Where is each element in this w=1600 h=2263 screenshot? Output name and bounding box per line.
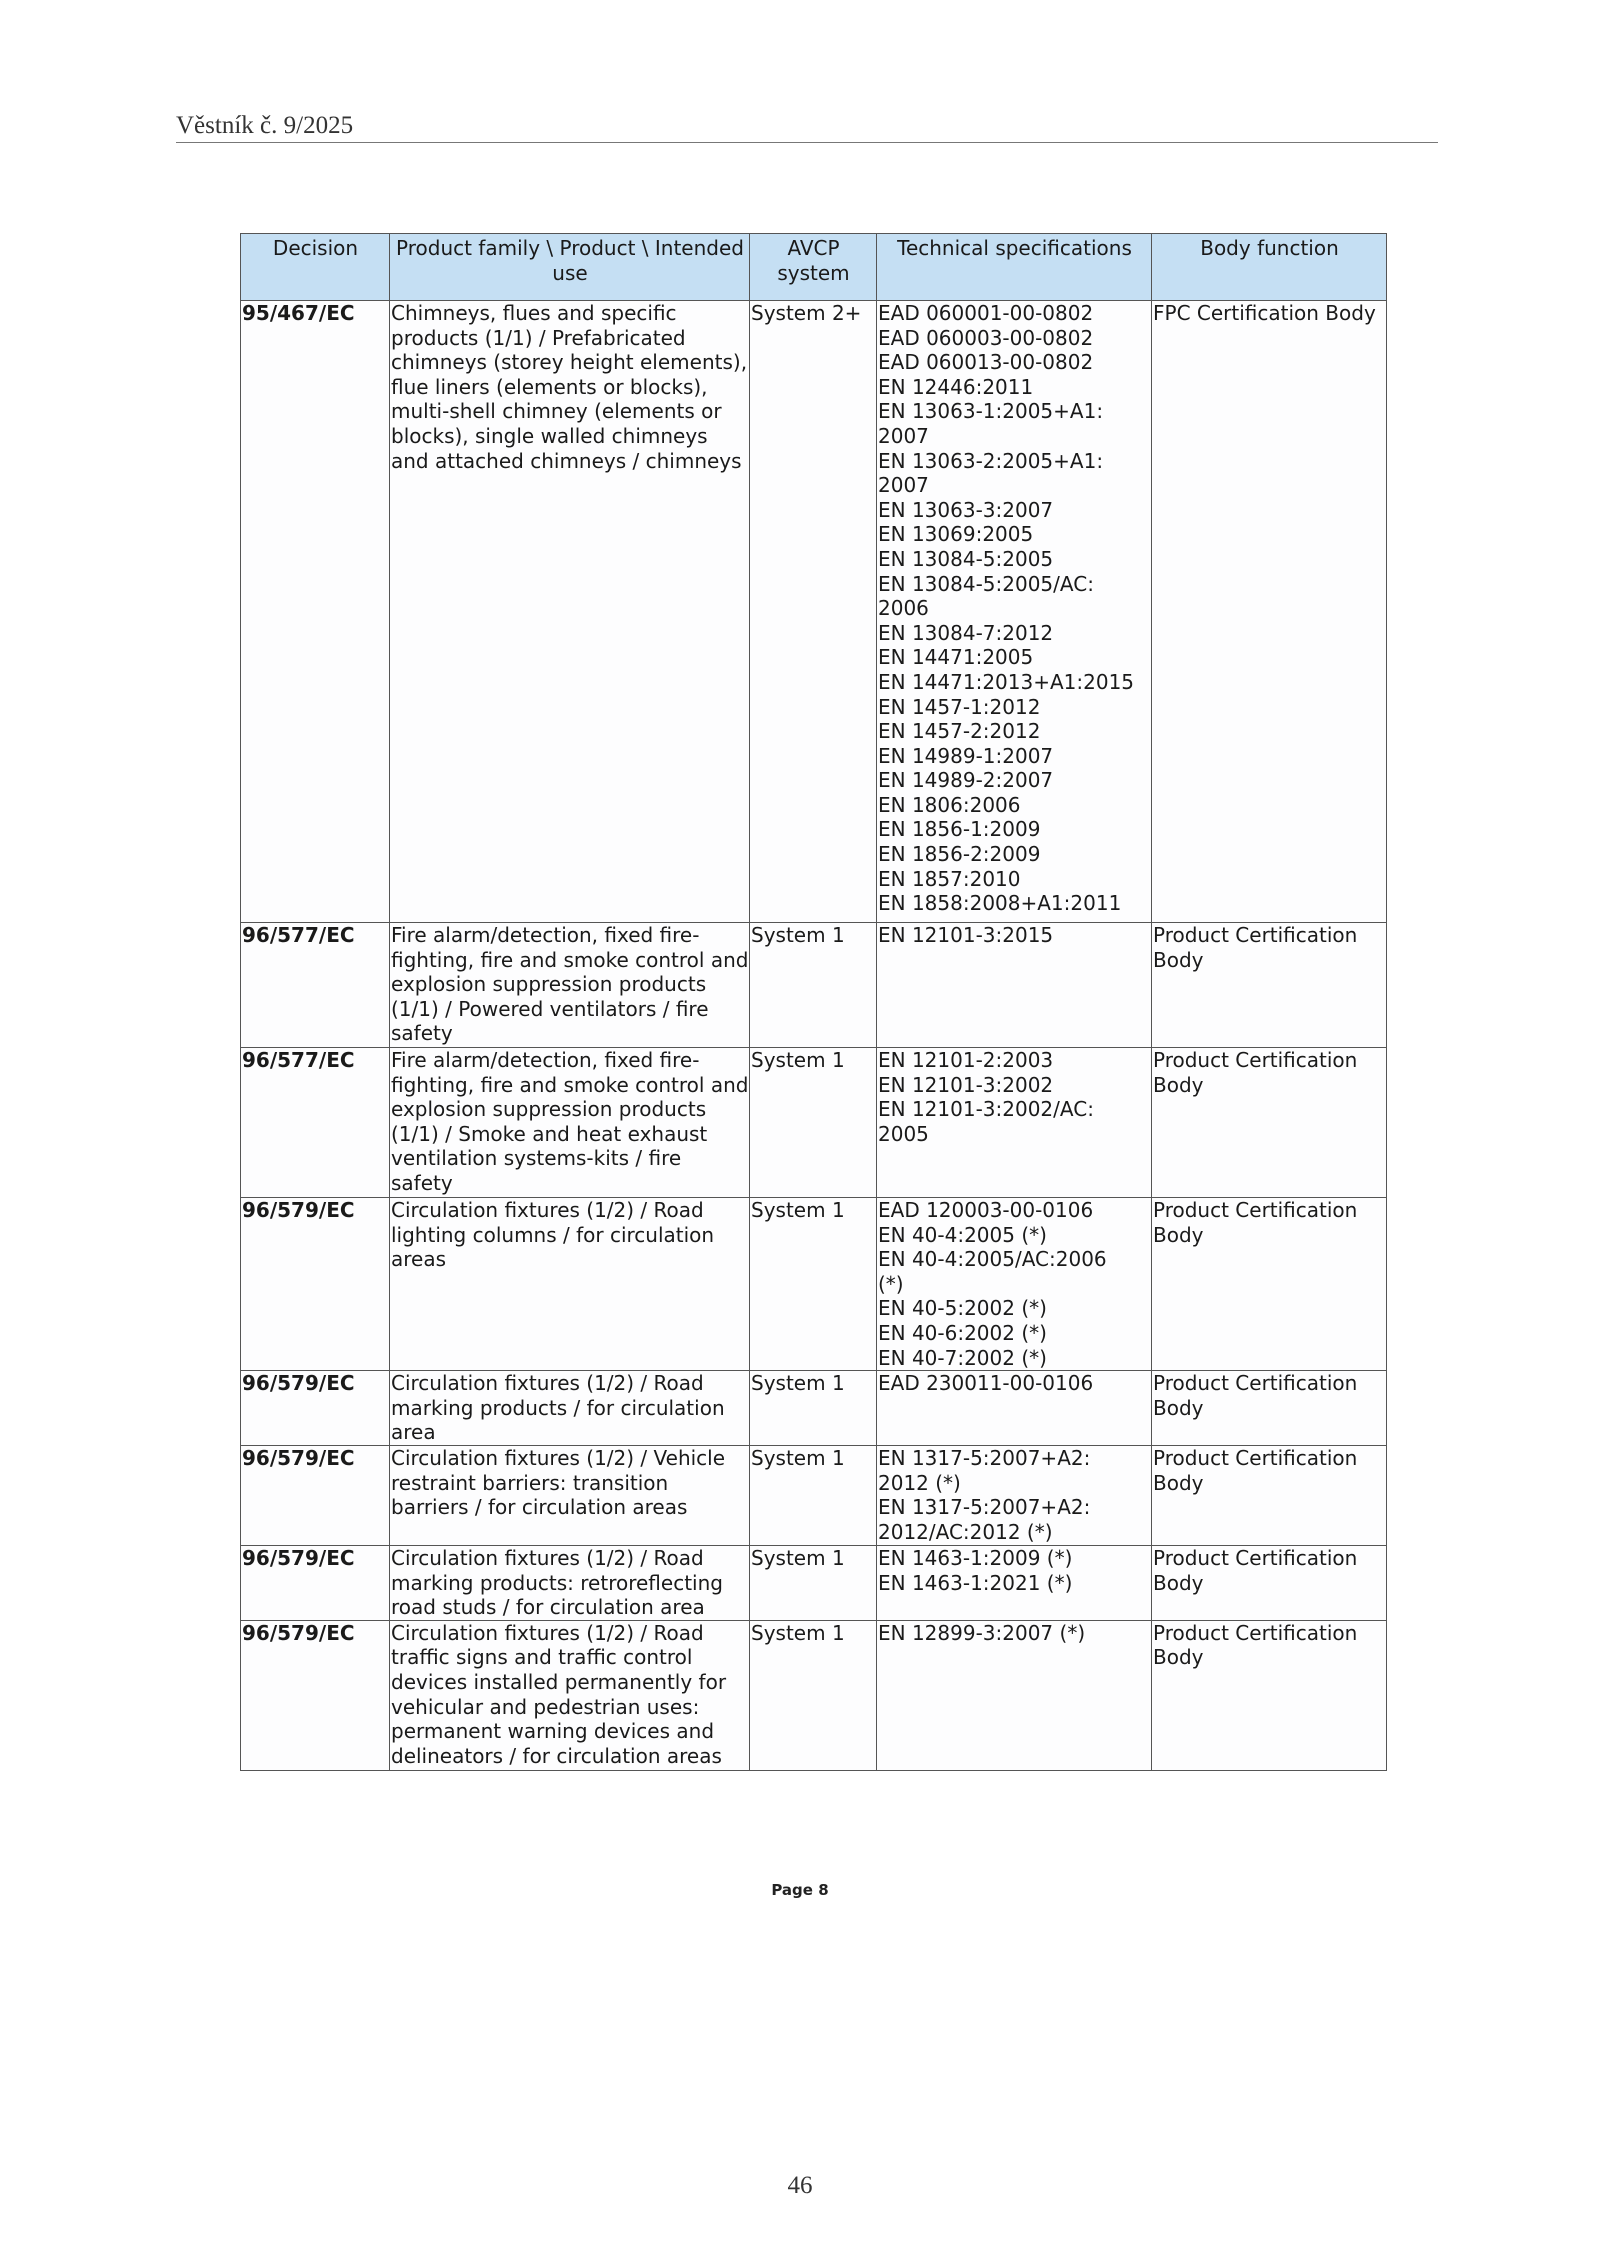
table-row (241, 1445, 1387, 1545)
page-label: Page 8 (771, 1881, 829, 1899)
decision-cell: 96/579/EC (241, 1198, 390, 1371)
decision-cell: 96/577/EC (241, 923, 390, 1048)
avcp-cell: System 1 (750, 1445, 877, 1545)
avcp-cell: System 2+ (750, 301, 877, 923)
product-cell: Circulation fixtures (1/2) / Road marking products / for circulation area (390, 1371, 750, 1446)
decision-cell: 96/577/EC (241, 1048, 390, 1198)
page-number: 46 (787, 2172, 813, 2199)
product-cell: Circulation fixtures (1/2) / Road marking products: retroreflecting road studs / for circulation area (390, 1545, 750, 1620)
body-function-cell: Product Certification Body (1152, 1620, 1387, 1770)
specifications-cell: EN 1317-5:2007+A2: 2012 (*) EN 1317-5:2007+A2: 2012/AC:2012 (*) (877, 1445, 1152, 1545)
product-cell: Circulation fixtures (1/2) / Road traffic signs and traffic control devices installed permanently for vehicular and pedestrian uses: permanent warning devices and delineators / for circulation areas (390, 1620, 750, 1770)
specifications-cell: EN 12101-3:2015 (877, 923, 1152, 1048)
column-header-body-function: Body function (1152, 234, 1387, 301)
avcp-cell: System 1 (750, 923, 877, 1048)
column-header-decision: Decision (241, 234, 390, 301)
avcp-cell: System 1 (750, 1048, 877, 1198)
product-cell: Chimneys, flues and specific products (1/1) / Prefabricated chimneys (storey height elements), flue liners (elements or blocks), multi-shell chimney (elements or blocks), single walled chimneys and attached chimneys / chimneys (390, 301, 750, 923)
table-row (241, 1545, 1387, 1620)
specifications-cell: EN 12101-2:2003 EN 12101-3:2002 EN 12101-3:2002/AC: 2005 (877, 1048, 1152, 1198)
specifications-cell: EN 12899-3:2007 (*) (877, 1620, 1152, 1770)
decision-cell: 96/579/EC (241, 1445, 390, 1545)
specifications-cell: EAD 060001-00-0802 EAD 060003-00-0802 EAD 060013-00-0802 EN 12446:2011 EN 13063-1:2005+A1: 2007 EN 13063-2:2005+A1: 2007 EN 13063-3:2007 EN 13069:2005 EN 13084-5:2005 EN 13084-5:2005/AC: 2006 EN 13084-7:2012 EN 14471:2005 EN 14471:2013+A1:2015 EN 1457-1:2012 EN 1457-2:2012 EN 14989-1:2007 EN 14989-2:2007 EN 1806:2006 EN 1856-1:2009 EN 1856-2:2009 EN 1857:2010 EN 1858:2008+A1:2011 (877, 301, 1152, 923)
decision-cell: 95/467/EC (241, 301, 390, 923)
table-header-row (241, 234, 1387, 301)
product-cell: Fire alarm/detection, fixed fire-fighting, fire and smoke control and explosion suppression products (1/1) / Powered ventilators / fire safety (390, 923, 750, 1048)
table-row (241, 1048, 1387, 1198)
specifications-cell: EAD 230011-00-0106 (877, 1371, 1152, 1446)
avcp-cell: System 1 (750, 1371, 877, 1446)
avcp-cell: System 1 (750, 1545, 877, 1620)
product-cell: Circulation fixtures (1/2) / Vehicle restraint barriers: transition barriers / for circulation areas (390, 1445, 750, 1545)
specifications-cell: EAD 120003-00-0106 EN 40-4:2005 (*) EN 40-4:2005/AC:2006 (*) EN 40-5:2002 (*) EN 40-6:2002 (*) EN 40-7:2002 (*) (877, 1198, 1152, 1371)
body-function-cell: Product Certification Body (1152, 1371, 1387, 1446)
running-header: Věstník č. 9/2025 (176, 112, 1438, 143)
product-cell: Fire alarm/detection, fixed fire-fighting, fire and smoke control and explosion suppression products (1/1) / Smoke and heat exhaust ventilation systems-kits / fire safety (390, 1048, 750, 1198)
avcp-cell: System 1 (750, 1620, 877, 1770)
body-function-cell: Product Certification Body (1152, 1545, 1387, 1620)
column-header-specifications: Technical specifications (877, 234, 1152, 301)
body-function-cell: FPC Certification Body (1152, 301, 1387, 923)
table-row (241, 1620, 1387, 1770)
avcp-cell: System 1 (750, 1198, 877, 1371)
decision-cell: 96/579/EC (241, 1620, 390, 1770)
decisions-table (240, 233, 1387, 1771)
table-row (241, 923, 1387, 1048)
table-row (241, 301, 1387, 923)
column-header-avcp: AVCP system (750, 234, 877, 301)
product-cell: Circulation fixtures (1/2) / Road lighting columns / for circulation areas (390, 1198, 750, 1371)
body-function-cell: Product Certification Body (1152, 1048, 1387, 1198)
table-row (241, 1198, 1387, 1371)
table-row (241, 1371, 1387, 1446)
specifications-cell: EN 1463-1:2009 (*) EN 1463-1:2021 (*) (877, 1545, 1152, 1620)
decision-cell: 96/579/EC (241, 1545, 390, 1620)
column-header-product: Product family \ Product \ Intended use (390, 234, 750, 301)
decision-cell: 96/579/EC (241, 1371, 390, 1446)
body-function-cell: Product Certification Body (1152, 923, 1387, 1048)
body-function-cell: Product Certification Body (1152, 1445, 1387, 1545)
body-function-cell: Product Certification Body (1152, 1198, 1387, 1371)
